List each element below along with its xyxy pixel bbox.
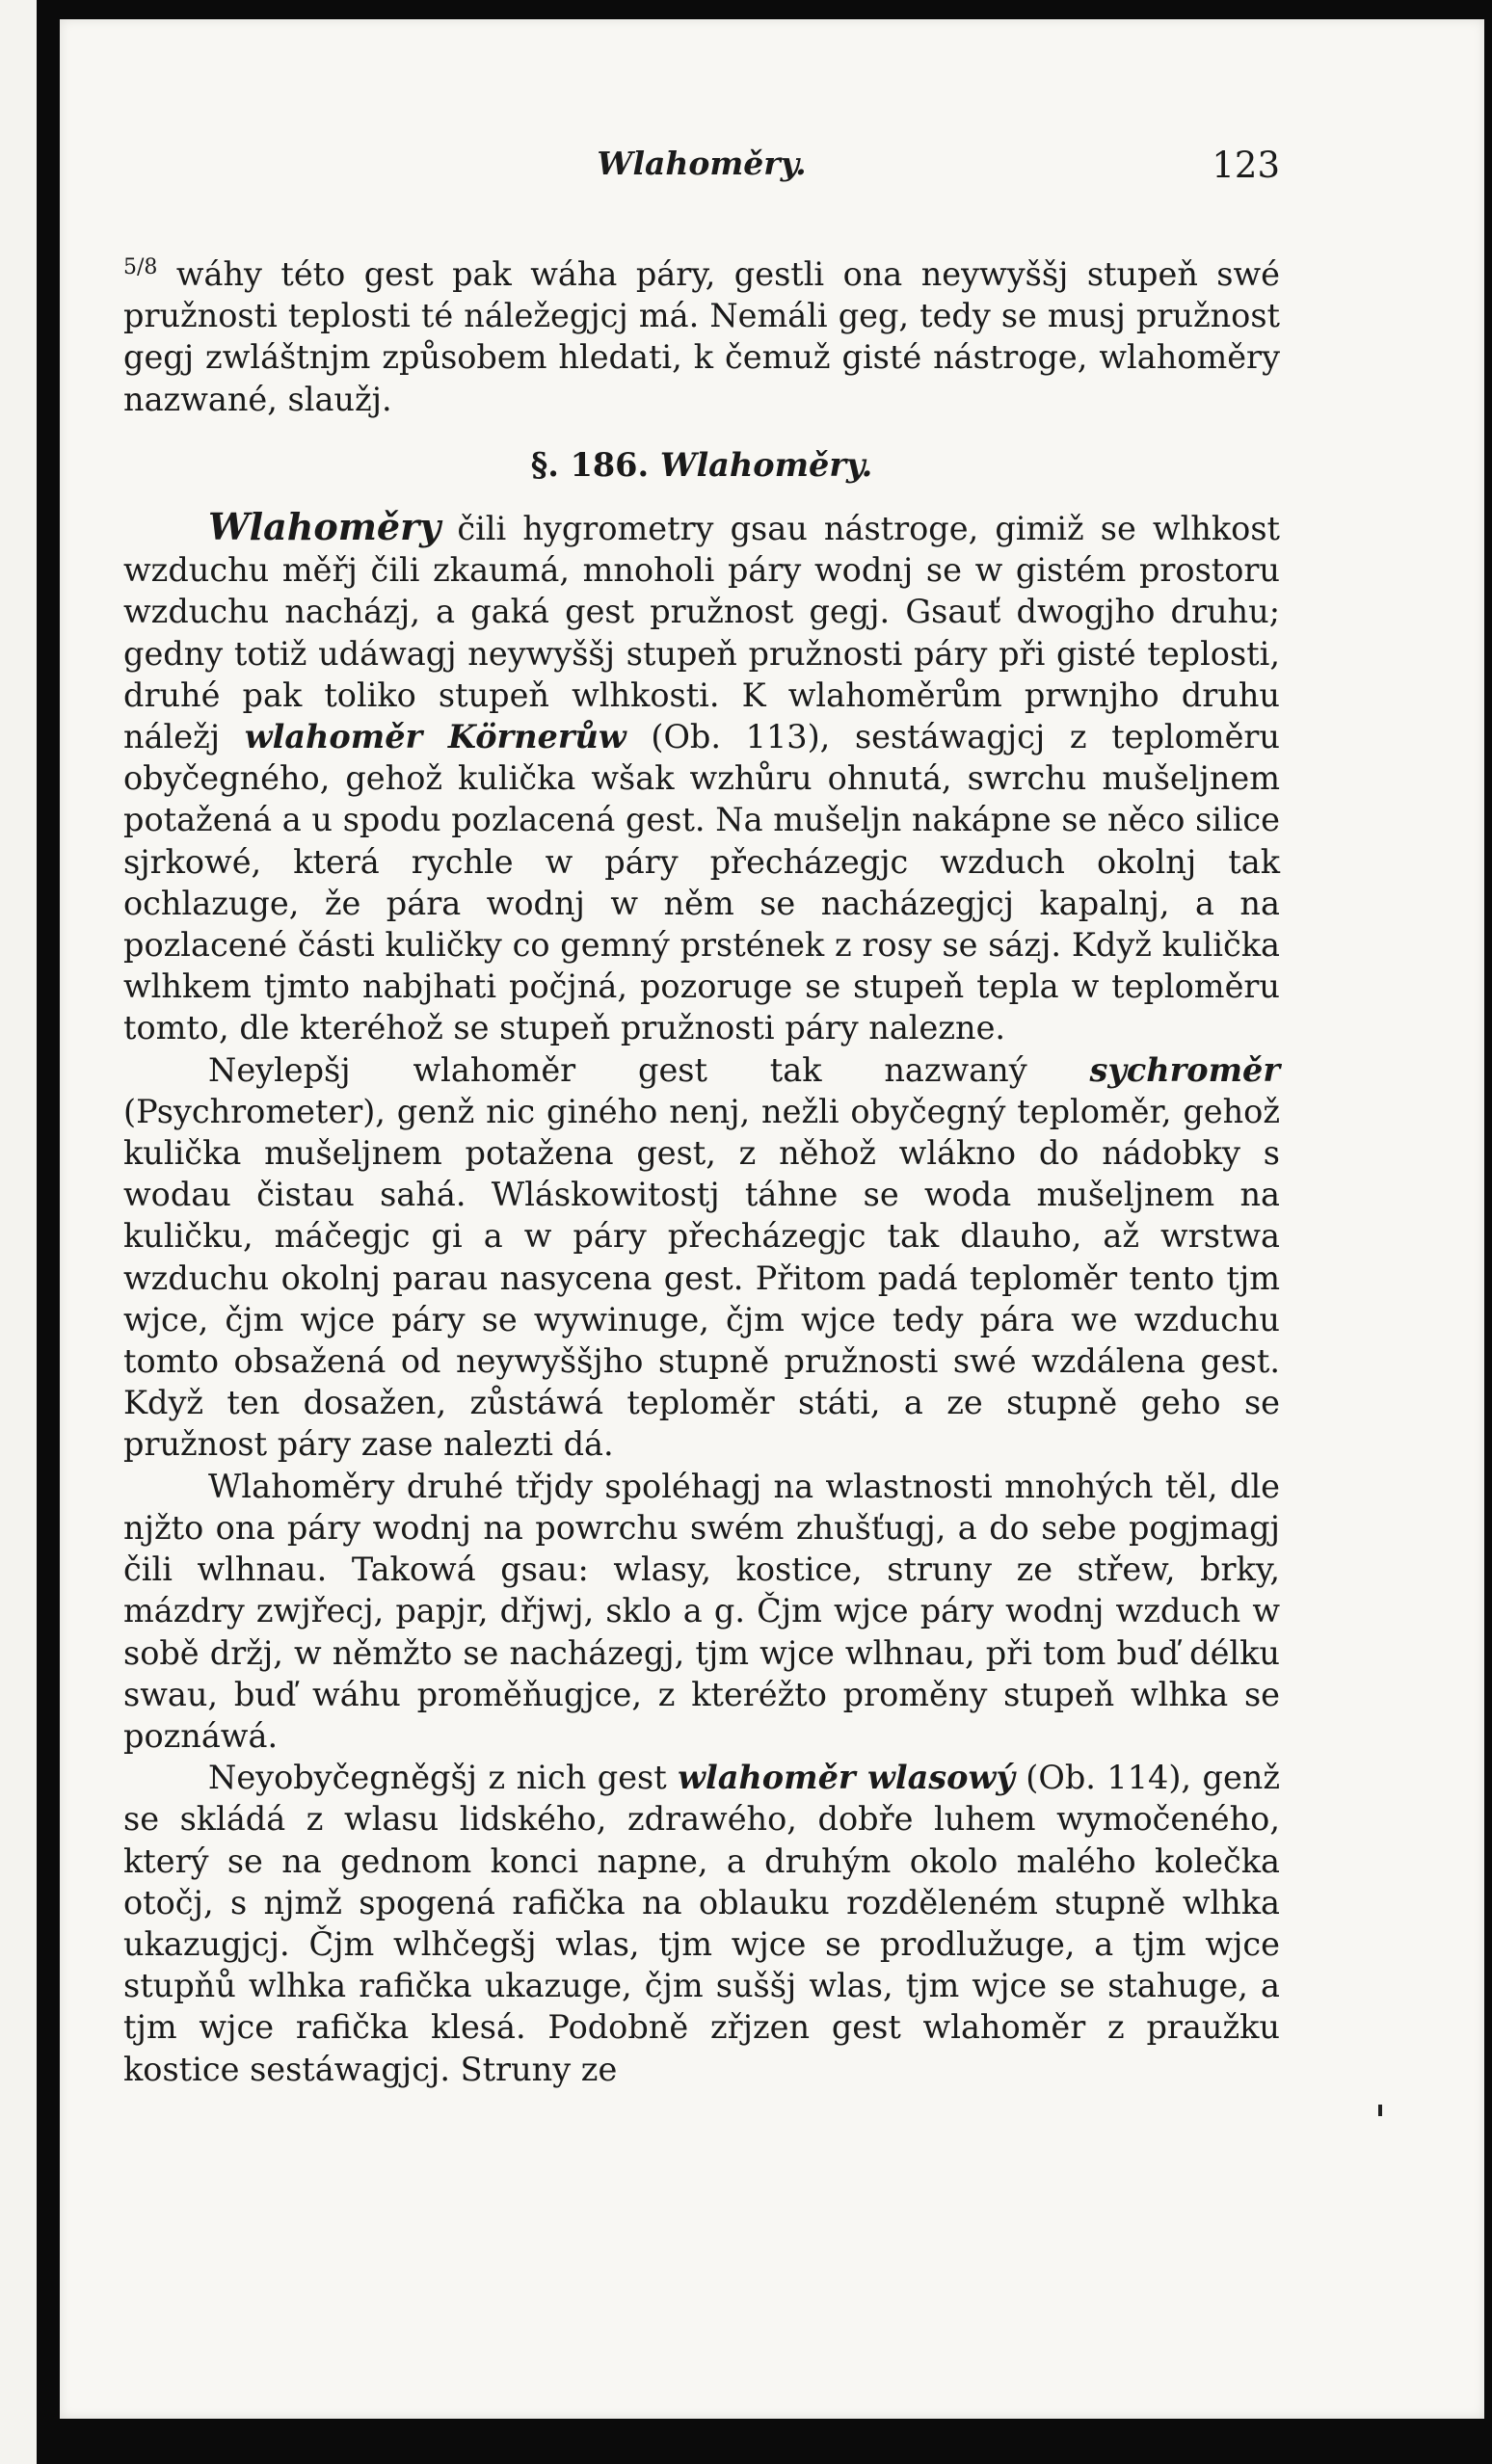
fraction: 5/8 [123, 254, 158, 279]
paragraph-text: čili hygrometry gsau nástroge, gimiž se wlhkost wzduchu měřj čili zkaumá, mnoholi páry wodnj se w gistém prostoru wzduchu nacházj, a gaká gest pružnost gegj. Gsauť dwogjho druhu; gedny totiž udáwagj neywyššj stupeň pružnosti páry při gisté teplosti, druhé pak toliko stupeň wlhkosti. K wlahoměrům prwnjho druhu náležj [123, 510, 1280, 756]
paragraph-text: (Psychrometer), genž nic giného nenj, nežli obyčegný teploměr, gehož kulička mušeljnem potažena gest, z něhož wlákno do nádobky s wodau čistau sahá. Wláskowitostj táhne se woda mušeljnem na kuličku, máčegjc gi a w páry přecházegjc tak dlauho, až wrstwa wzduchu okolnj parau nasycena gest. Přitom padá teploměr tento tjm wjce, čjm wjce páry se wywinuge, čjm wjce tedy pára we wzduchu tomto obsažená od neywyššjho stupně pružnosti swé wzdálena gest. Když ten dosažen, zůstáwá teploměr státi, a ze stupně geho se pružnost páry zase nalezti dá. [123, 1092, 1280, 1464]
page-header [123, 145, 1280, 202]
stray-ink-mark [1378, 2105, 1382, 2116]
paragraph [123, 1049, 1280, 1466]
page-number: 123 [1212, 145, 1280, 186]
paragraph [123, 506, 1280, 1049]
running-title: Wlahoměry. [597, 145, 807, 182]
emphasized-term: wlahoměr wlasowý [678, 1759, 1015, 1797]
paragraph-text: Wlahoměry druhé třjdy spoléhagj na wlastnosti mnohých těl, dle njžto ona páry wodnj na powrchu swém zhušťugj, a do sebe pogjmagj čili wlhnau. Takowá gsau: wlasy, kostice, struny ze střew, brky, mázdry zwjřecj, papjr, dřjwj, sklo a g. Čjm wjce páry wodnj wzduch w sobě držj, w němžto se nacházegj, tjm wjce wlhnau, při tom buď délku swau, buď wáhu proměňugjce, z kteréžto proměny stupeň wlhka se poznáwá. [123, 1467, 1280, 1755]
emphasized-term: sychroměr [1089, 1050, 1280, 1089]
paragraph-text: Neylepšj wlahoměr gest tak nazwaný [208, 1050, 1090, 1089]
lead-term: Wlahoměry [208, 505, 441, 549]
paragraph-text: (Ob. 113), sestáwagjcj z teploměru obyčegného, gehož kulička wšak wzhůru ohnutá, swrchu mušeljnem potažená a u spodu pozlacená gest. Na mušeljn nakápne se něco silice sjrkowé, která rychle w páry přecházegjc wzduch okolnj tak ochlazuge, že pára wodnj w něm se nacházegjcj kapalnj, a na pozlacené části kuličky co gemný prstének z rosy se sázj. Když kulička wlhkem tjmto nabjhati počjná, pozoruge se stupeň tepla w teploměru tomto, dle kteréhož se stupeň pružnosti páry nalezne. [123, 718, 1280, 1047]
paragraph [123, 253, 1280, 420]
section-heading [123, 444, 1280, 486]
emphasized-term: wlahoměr Körnerůw [244, 718, 626, 756]
section-number: §. 186. [530, 445, 650, 484]
paragraph [123, 1757, 1280, 2090]
paragraph [123, 1466, 1280, 1757]
paragraph-text: Neyobyčegněgšj z nich gest [208, 1759, 679, 1797]
paragraph-text: (Ob. 114), genž se skládá z wlasu lidského, zdrawého, dobře luhem wymočeného, který se na gednom konci napne, a druhým okolo malého kolečka otočj, s njmž spogená rafička na oblauku rozděleném stupně wlhka ukazugjcj. Čjm wlhčegšj wlas, tjm wjce se prodlužuge, a tjm wjce stupňů wlhka rafička ukazuge, čjm suššj wlas, tjm wjce se stahuge, a tjm wjce rafička klesá. Podobně zřjzen gest wlahoměr z praužku kostice sestáwagjcj. Struny ze [123, 1759, 1281, 2088]
paragraph-text: wáhy této gest pak wáha páry, gestli ona neywyššj stupeň swé pružnosti teplosti té náležegjcj má. Nemáli geg, tedy se musj pružnost gegj zwláštnjm způsobem hledati, k čemuž gisté nástroge, wlahoměry nazwané, slaužj. [123, 255, 1280, 418]
adjacent-page-edge [0, 0, 37, 2464]
body-text [123, 253, 1280, 2090]
section-title: Wlahoměry. [659, 445, 873, 484]
